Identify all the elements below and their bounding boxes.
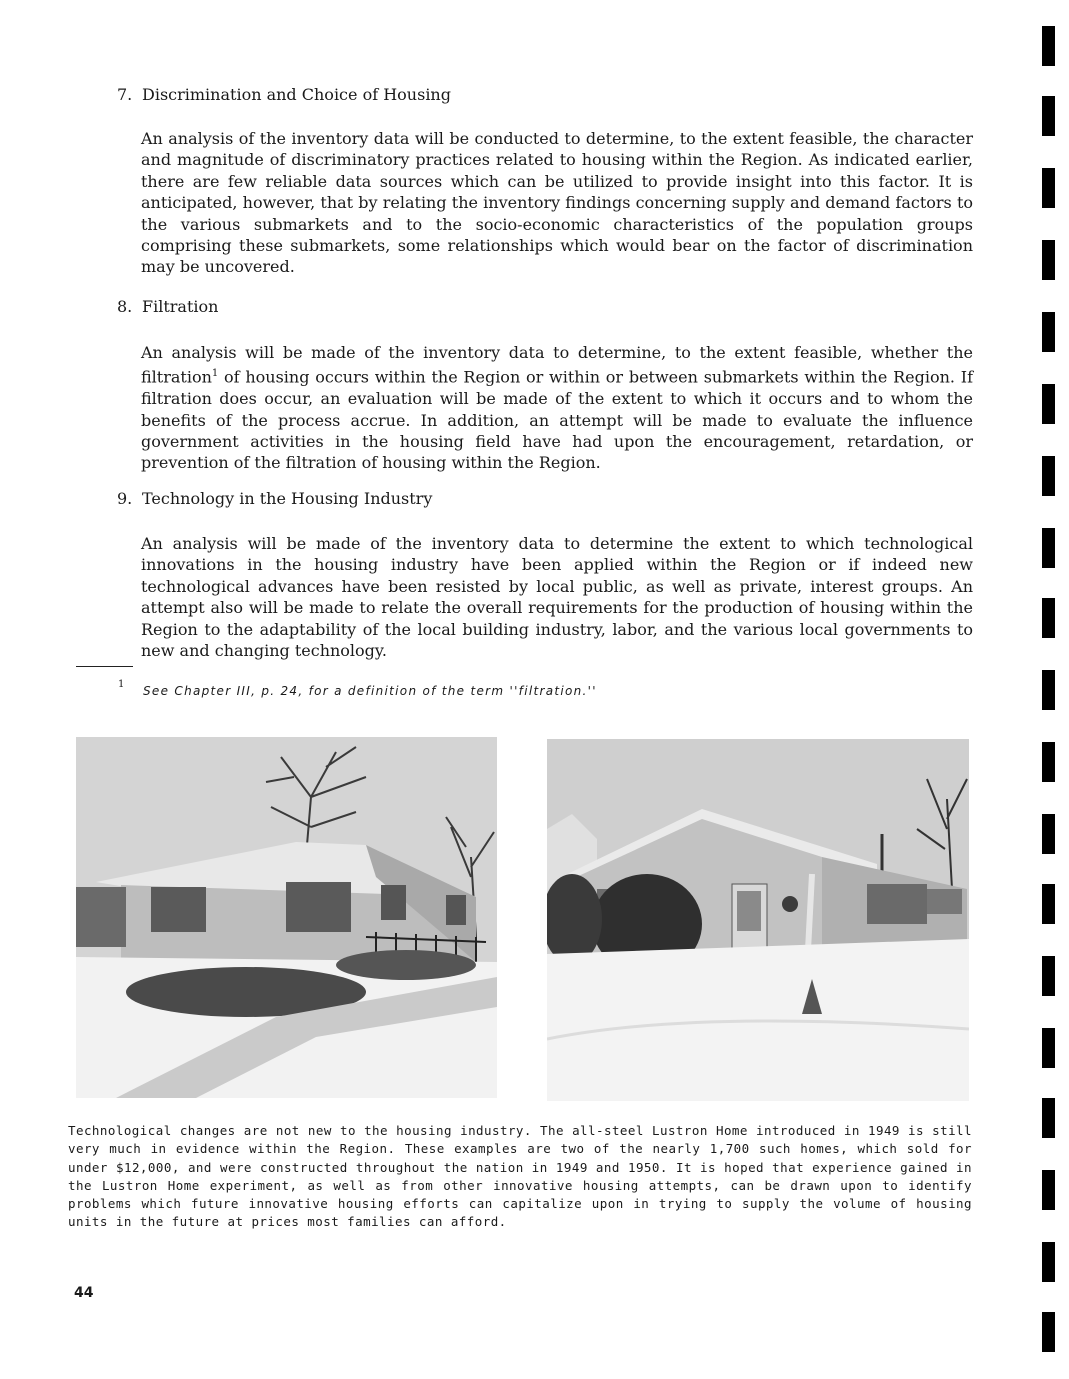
photo-caption: Technological changes are not new to the housing industry. The all-steel Lustron Home introduced in 1949 is still very much in evidence within the Region. These examples are two of the nearly 1,700 such homes, which sold for under $12,000, and were constructed throughout the nation in 1949 and 1950. It is hoped that experience gained in the Lustron Home experiment, as well as from other innovative housing attempts, can be drawn upon to identify problems which future innovative housing efforts can capitalize upon in trying to supply the volume of housing units in the future at prices most families can afford.	[68, 1123, 972, 1230]
house-photo-illustration	[76, 737, 497, 1098]
house-photo-illustration	[547, 739, 969, 1101]
section-title: Discrimination and Choice of Housing	[142, 85, 451, 104]
photo-lustron-home-left	[76, 737, 497, 1098]
footnote-rule	[76, 666, 133, 667]
section-8-body	[141, 342, 973, 474]
section-8-heading	[117, 297, 218, 316]
footnote-reference: 1	[211, 368, 219, 380]
body-text: An analysis will be made of the inventory data to determine, to the extent feasible, whether the filtration	[141, 343, 973, 387]
section-title: Filtration	[142, 297, 219, 316]
body-text: of housing occurs within the Region or within or between submarkets within the Region. If filtration does occur, an evaluation will be made of the extent to which it occurs and to whom the benefits of the process accrue. In addition, an attempt will be made to evaluate the influence government activities in the housing field have had upon the encouragement, retardation, or prevention of the filtration of housing within the Region.	[141, 367, 973, 473]
section-number: 8.	[117, 297, 133, 316]
section-number: 9.	[117, 489, 133, 508]
section-title: Technology in the Housing Industry	[142, 489, 433, 508]
binding-holes	[1040, 20, 1058, 1365]
section-9-heading	[117, 489, 432, 508]
section-number: 7.	[117, 85, 133, 104]
footnote-marker: 1	[118, 679, 125, 690]
footnote-text: See Chapter III, p. 24, for a definition of the term ''filtration.''	[143, 684, 597, 698]
section-9-body: An analysis will be made of the inventory data to determine the extent to which technological innovations in the housing industry have been applied within the Region or if indeed new technological advances have been resisted by local public, as well as private, interest groups. An attempt also will be made to relate the overall requirements for the production of housing within the Region to the adaptability of the local building industry, labor, and the various local governments to new and changing technology.	[141, 534, 973, 661]
photo-lustron-home-right	[547, 739, 969, 1101]
section-7-heading	[117, 85, 451, 104]
page-number: 44	[74, 1285, 94, 1301]
section-7-body: An analysis of the inventory data will be conducted to determine, to the extent feasible, the character and magnitude of discriminatory practices related to housing within the Region. As indicated earlier, there are few reliable data sources which can be utilized to provide insight into this factor. It is anticipated, however, that by relating the inventory findings concerning supply and demand factors to the various submarkets and to the socio-economic characteristics of the population groups comprising these submarkets, some relationships which would bear on the factor of discrimination may be uncovered.	[141, 129, 973, 277]
